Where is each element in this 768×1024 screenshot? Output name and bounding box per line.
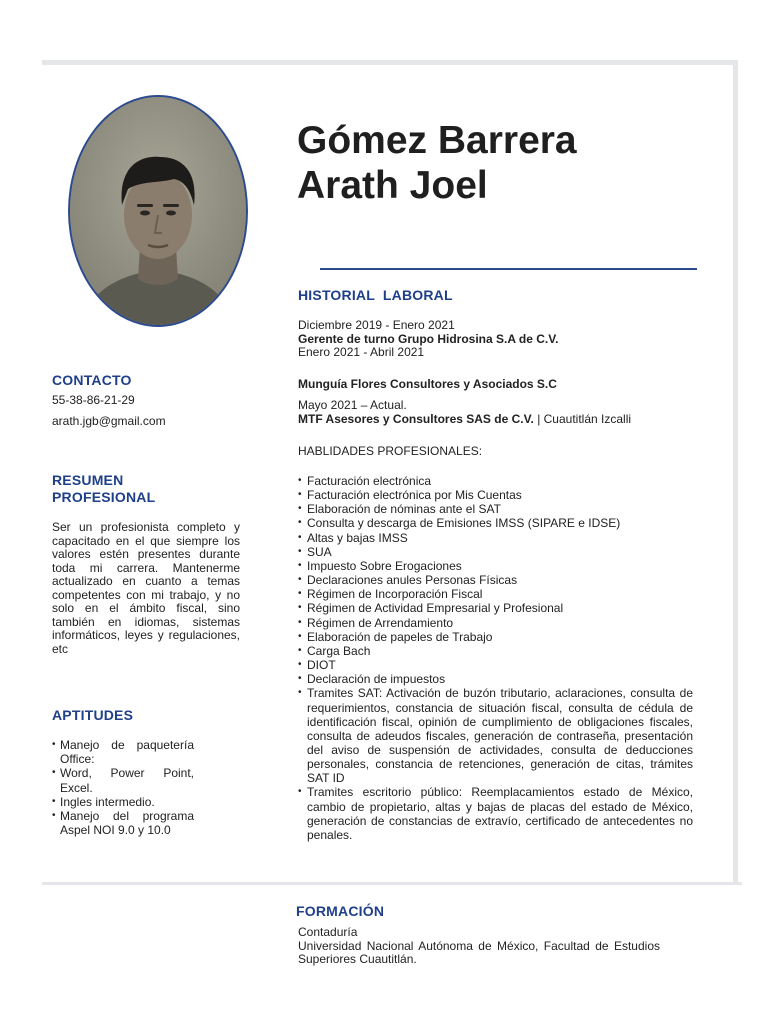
full-name — [297, 118, 577, 208]
list-item: • Manejo de paquetería Office: — [52, 738, 194, 766]
job-1-company: Gerente de turno Grupo Hidrosina S.A de C.V. — [298, 331, 559, 346]
job-3-company: MTF Asesores y Consultores SAS de C.V. — [298, 411, 534, 426]
list-item: • Declaración de impuestos — [298, 672, 693, 686]
profile-photo — [68, 95, 248, 327]
job-2-company: Munguía Flores Consultores y Asociados S.C — [298, 377, 557, 391]
list-item: • Facturación electrónica — [298, 474, 693, 488]
resumen-text: Ser un profesionista completo y capacitado en el que siempre los valores estén presentes durante toda mi carrera. Mantenerme actualizado en cuanto a temas competentes con mi trabajo, y no solo en el ámbito fiscal, sino también en idiomas, sistemas informáticos, leyes y regulaciones, etc — [52, 520, 240, 656]
page-border-right — [733, 60, 738, 885]
list-item: • DIOT — [298, 658, 693, 672]
job-entry-1 — [298, 319, 718, 360]
list-item: • Facturación electrónica por Mis Cuentas — [298, 488, 693, 502]
formacion-school: Universidad Nacional Autónoma de México, Facultad de Estudios Superiores Cuautitlán. — [298, 938, 660, 966]
list-item: • Elaboración de nóminas ante el SAT — [298, 502, 693, 516]
name-line-1: Gómez Barrera — [297, 119, 577, 162]
list-item: • Régimen de Incorporación Fiscal — [298, 587, 693, 601]
list-item: • SUA — [298, 545, 693, 559]
list-item: • Impuesto Sobre Erogaciones — [298, 559, 693, 573]
list-item: • Declaraciones anules Personas Físicas — [298, 573, 693, 587]
job-1-dates: Diciembre 2019 - Enero 2021 — [298, 318, 455, 332]
resumen-heading-line-1: RESUMEN — [52, 472, 124, 488]
list-item: • Ingles intermedio. — [52, 795, 194, 809]
list-item: • Manejo del programa Aspel NOI 9.0 y 10.0 — [52, 809, 194, 837]
name-line-2: Arath Joel — [297, 164, 488, 207]
job-3-location: | Cuautitlán Izcalli — [533, 411, 632, 426]
aptitudes-list — [52, 738, 194, 837]
contact-email[interactable]: arath.jgb@gmail.com — [52, 413, 166, 428]
formacion-entry — [298, 926, 660, 967]
page-border-top — [42, 60, 737, 65]
job-3-dates: Mayo 2021 – Actual. — [298, 398, 407, 412]
habilidades-list — [298, 474, 693, 842]
aptitudes-heading: APTITUDES — [52, 707, 134, 723]
job-entry-2 — [298, 378, 718, 392]
contact-info — [52, 394, 240, 428]
job-entry-3 — [298, 399, 718, 426]
list-item: • Régimen de Arrendamiento — [298, 616, 693, 630]
list-item: • Elaboración de papeles de Trabajo — [298, 630, 693, 644]
historial-heading: HISTORIAL LABORAL — [298, 287, 453, 303]
habilidades-heading: HABLIDADES PROFESIONALES: — [298, 444, 483, 458]
page-border-bottom — [42, 882, 742, 885]
list-item: • Carga Bach — [298, 644, 693, 658]
contacto-heading: CONTACTO — [52, 372, 132, 388]
name-divider — [320, 268, 697, 270]
list-item: • Tramites SAT: Activación de buzón tributario, aclaraciones, consulta de requerimientos, constancia de situación fiscal, consulta de cédula de identificación fiscal, opinión de cumplimiento de obligaciones fiscales, consulta de adeudos fiscales, generación de contraseña, presentación del aviso de suspensión de actividades, consulta de deducciones personales, constancia de retenciones, generación de citas, trámites SAT ID — [298, 686, 693, 785]
list-item: • Altas y bajas IMSS — [298, 531, 693, 545]
job-2-dates: Enero 2021 - Abril 2021 — [298, 345, 425, 359]
contact-phone: 55-38-86-21-29 — [52, 393, 135, 407]
list-item: • Régimen de Actividad Empresarial y Profesional — [298, 601, 693, 615]
formacion-career: Contaduría — [298, 925, 358, 939]
resumen-heading — [52, 472, 155, 506]
list-item: • Tramites escritorio público: Reemplacamientos estado de México, cambio de propietario, altas y bajas de placas del estado de México, generación de constancias de extravío, certificado de antecedentes no penales. — [298, 785, 693, 842]
resumen-heading-line-2: PROFESIONAL — [52, 489, 156, 505]
list-item: • Consulta y descarga de Emisiones IMSS (SIPARE e IDSE) — [298, 516, 693, 530]
list-item: • Word, Power Point, Excel. — [52, 766, 194, 794]
formacion-heading: FORMACIÓN — [296, 903, 385, 919]
